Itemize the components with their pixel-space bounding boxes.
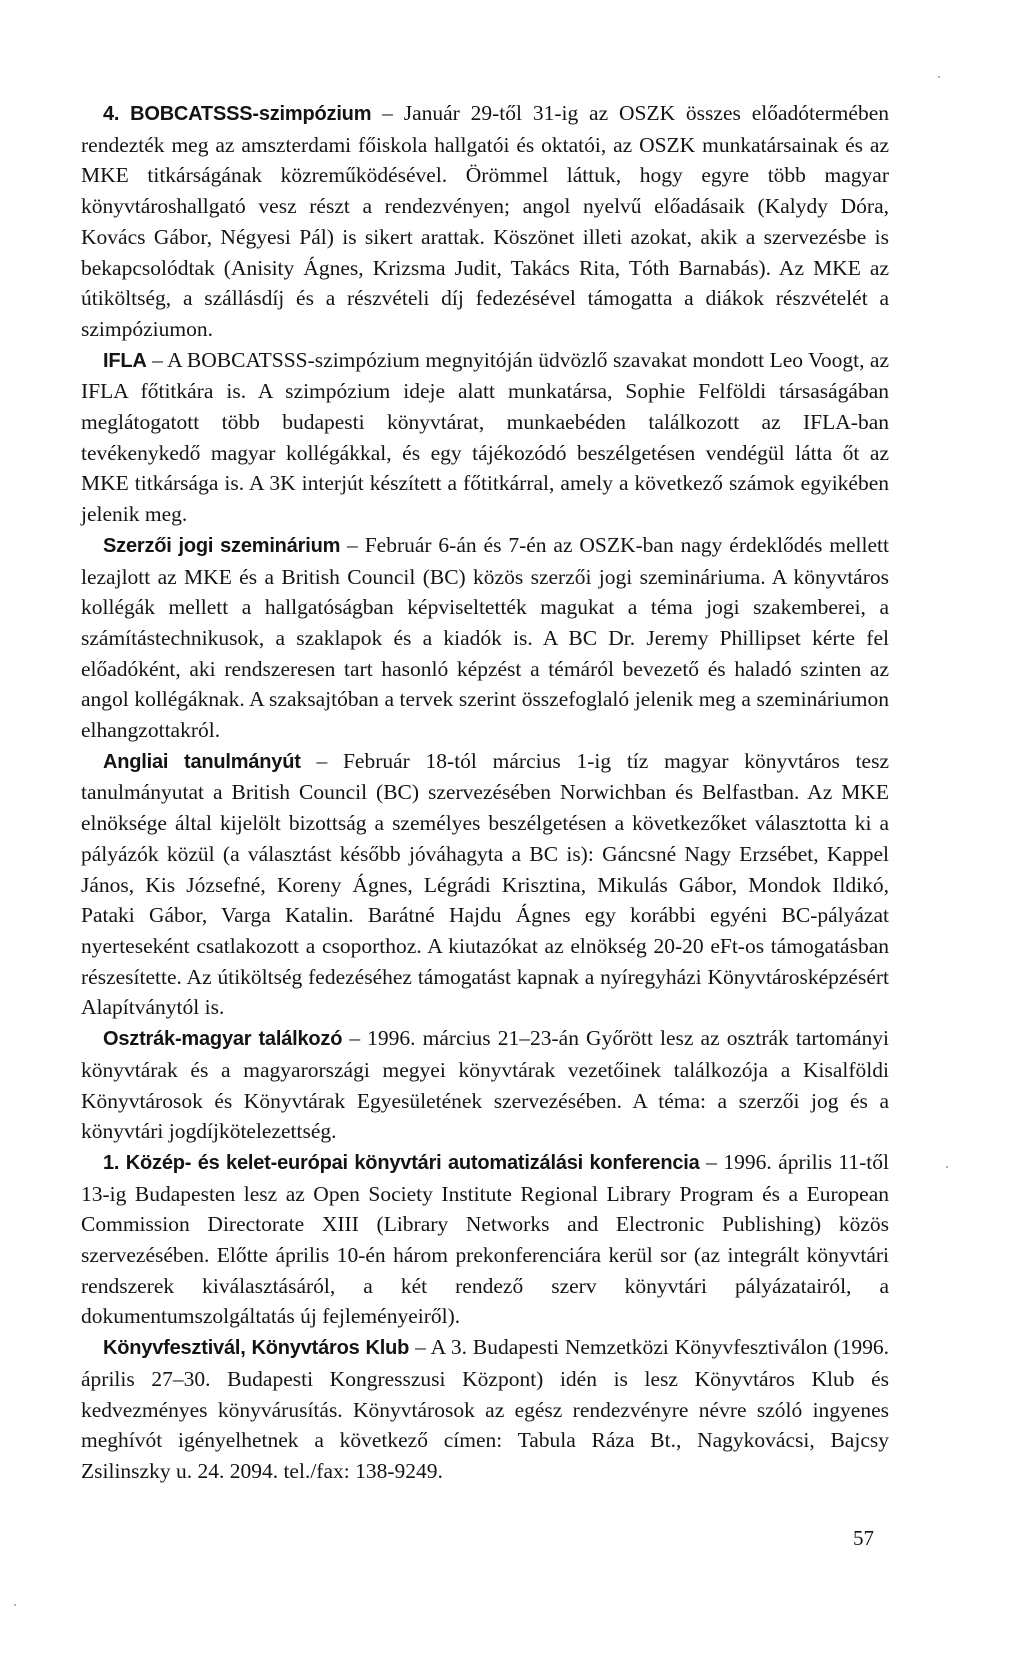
paragraph-book-festival [81, 1332, 889, 1487]
paragraph-ifla [81, 345, 889, 530]
page-number: 57 [853, 1526, 874, 1550]
paragraph-bobcatsss [81, 98, 889, 345]
paragraph-heading: Szerzői jogi szeminárium [103, 534, 341, 557]
paragraph-heading: 4. BOBCATSSS-szimpózium [103, 103, 372, 125]
paragraph-heading: Könyvfesztivál, Könyvtáros Klub [103, 1337, 410, 1360]
scan-speck [14, 1604, 16, 1606]
paragraph-heading: Osztrák-magyar találkozó [103, 1028, 343, 1051]
paragraph-text: – 1996. március 21–23-án Győrött lesz az osztrák tartományi könyvtárak és a magyarországi megyei könyvtárak vezetőinek találkozója a Kisalföldi Könyvtárosok és Könyvtárak Egyesületének szervezésében. A téma: a szerzői jog és a könyvtári jogdíjkötelezettség. [81, 1026, 889, 1144]
paragraph-automation-conference [81, 1147, 889, 1332]
scan-speck [938, 76, 940, 78]
paragraph-text: – Január 29-től 31-ig az OSZK összes előadótermében rendezték meg az amszterdami főiskola hallgatói és oktatói, az OSZK munkatársainak és az MKE titkárságának közreműködésével. Örömmel láttuk, hogy egyre több magyar könyvtároshallgató vesz részt a rendezvényen; angol nyelvű előadásaik (Kalydy Dóra, Kovács Gábor, Négyesi Pál) is sikert arattak. Köszönet illeti azokat, akik a szervezésbe is bekapcsolódtak (Anisity Ágnes, Krizsma Judit, Takács Rita, Tóth Barnabás). Az MKE az útiköltség, a szállásdíj és a részvételi díj fedezésével támogatta a diákok részvételét a szimpóziumon. [81, 101, 889, 341]
paragraph-text: – 1996. április 11-től 13-ig Budapesten lesz az Open Society Institute Regional Library Program és a European Commission Directorate XIII (Library Networks and Electronic Publishing) közös szervezésében. Előtte április 10-én három prekonferenciára kerül sor (az integrált könyvtári rendszerek kiválasztásáról, a két rendező szerv könyvtári pályázatairól, a dokumentumszolgáltatás új fejleményeiről). [81, 1149, 889, 1329]
article-body [81, 98, 889, 1487]
paragraph-heading: 1. Közép- és kelet-európai könyvtári automatizálási konferencia [103, 1151, 700, 1174]
scan-speck [946, 1166, 948, 1168]
paragraph-text: – Február 6-án és 7-én az OSZK-ban nagy érdeklődés mellett lezajlott az MKE és a British Council (BC) közös szerzői jogi szemináriuma. A könyvtáros kollégák mellett a hallgatóságban képviseltették magukat a téma jogi szakemberei, a számítástechnikusok, a szaklapok és a kiadók is. A BC Dr. Jeremy Phillipset kérte fel előadóként, aki rendszeresen tart hasonló képzést a témáról bevezető és haladó szinten az angol kollégáknak. A szaksajtóban a tervek szerint összefoglaló jelenik meg a szemináriumon elhangzottakról. [81, 532, 889, 743]
paragraph-austro-hungarian-meeting [81, 1023, 889, 1147]
paragraph-heading: IFLA [103, 349, 147, 372]
paragraph-text: – Február 18-tól március 1-ig tíz magyar könyvtáros tesz tanulmányutat a British Council (BC) szervezésében Norwichban és Belfastban. Az MKE elnöksége által kijelölt bizottság a személyes beszélgetésen a következőket választotta ki a pályázók közül (a választást később jóváhagyta a BC is): Gáncsné Nagy Erzsébet, Kappel János, Kis Józsefné, Koreny Ágnes, Légrádi Krisztina, Mikulás Gábor, Mondok Ildikó, Pataki Gábor, Varga Katalin. Barátné Hajdu Ágnes egy korábbi egyéni BC-pályázat nyerteseként csatlakozott a csoporthoz. A kiutazókat az elnökség 20-20 eFt-os támogatásban részesítette. Az útiköltség fedezéséhez támogatást kapnak a nyíregyházi Könyvtárosképzésért Alapítványtól is. [81, 748, 889, 1020]
paragraph-copyright-seminar [81, 530, 889, 746]
paragraph-text: – A 3. Budapesti Nemzetközi Könyvfesztiválon (1996. április 27–30. Budapesti Kongresszusi Központ) idén is lesz Könyvtáros Klub és kedvezményes könyvárusítás. Könyvtárosok az egész rendezvényre névre szóló ingyenes meghívót igényelhetnek a következő címen: Tabula Ráza Bt., Nagykovácsi, Bajcsy Zsilinszky u. 24. 2094. tel./fax: 138-9249. [81, 1335, 889, 1483]
paragraph-text: – A BOBCATSSS-szimpózium megnyitóján üdvözlő szavakat mondott Leo Voogt, az IFLA főtitkára is. A szimpózium ideje alatt munkatársa, Sophie Felföldi társaságában meglátogatott több budapesti könyvtárat, munkaebéden találkozott az IFLA-ban tevékenykedő magyar kollégákkal, és egy tájékozódó beszélgetésen vendégül látta őt az MKE titkársága is. A 3K interjút készített a főtitkárral, amely a következő számok egyikében jelenik meg. [81, 347, 889, 527]
paragraph-england-study-trip [81, 746, 889, 1023]
paragraph-heading: Angliai tanulmányút [103, 750, 301, 773]
